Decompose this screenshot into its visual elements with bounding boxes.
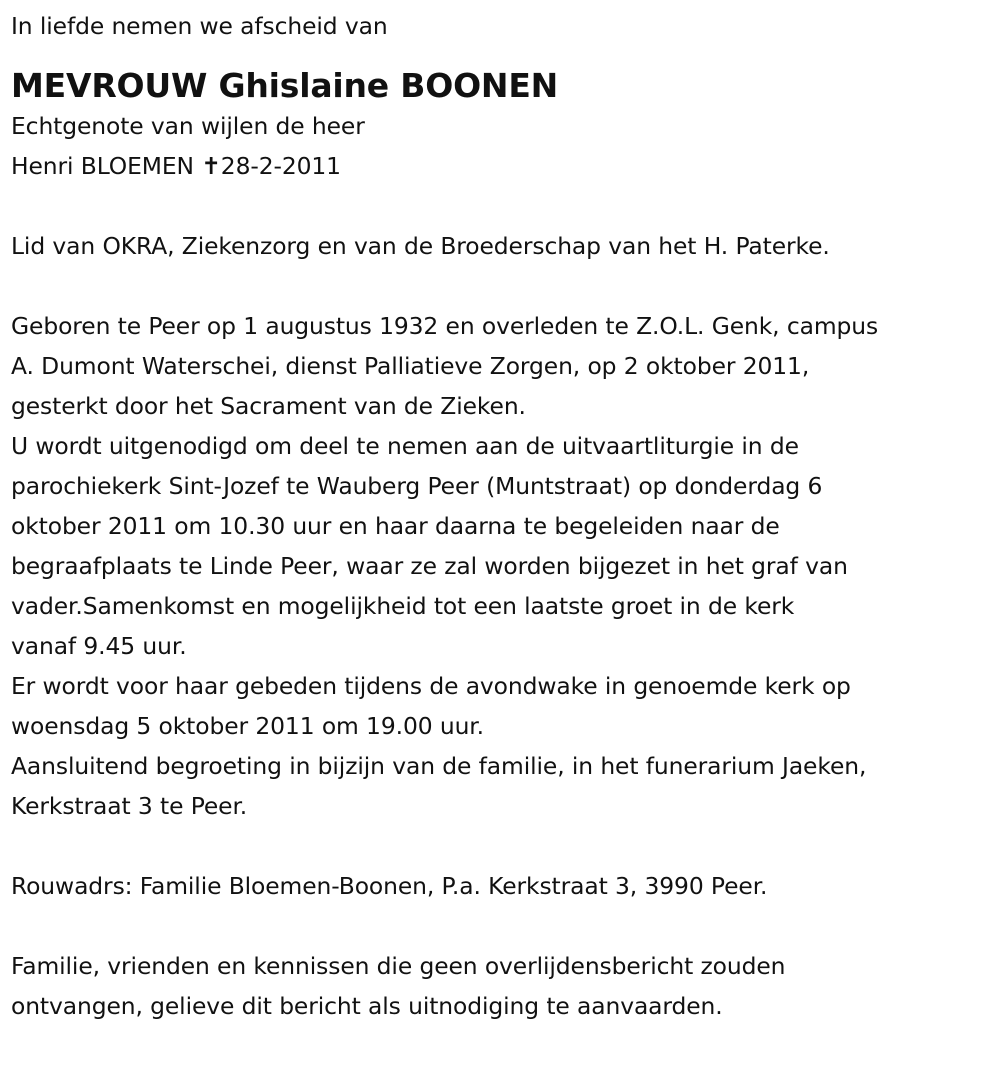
body-line: Aansluitend begroeting in bijzijn van de familie, in het funerarium Jaeken, [11, 752, 867, 780]
body-line: U wordt uitgenodigd om deel te nemen aan de uitvaartliturgie in de [11, 432, 799, 460]
spouse-detail [11, 146, 996, 186]
closing-line: Familie, vrienden en kennissen die geen overlijdensbericht zouden [11, 952, 786, 980]
body-line: Kerkstraat 3 te Peer. [11, 792, 248, 820]
mourning-address: Rouwadrs: Familie Bloemen-Boonen, P.a. Kerkstraat 3, 3990 Peer. [11, 872, 768, 900]
obituary-notice [11, 6, 996, 1026]
spouse-line: Echtgenote van wijlen de heer [11, 112, 365, 140]
funeral-details [11, 306, 996, 826]
body-line: begraafplaats te Linde Peer, waar ze zal worden bijgezet in het graf van [11, 552, 848, 580]
body-line: vader.Samenkomst en mogelijkheid tot een laatste groet in de kerk [11, 592, 795, 620]
spacer [11, 906, 996, 946]
closing-line: ontvangen, gelieve dit bericht als uitnodiging te aanvaarden. [11, 992, 723, 1020]
cross-icon: ✝ [201, 152, 221, 180]
body-line: vanaf 9.45 uur. [11, 632, 187, 660]
closing-note [11, 946, 996, 1026]
body-line: oktober 2011 om 10.30 uur en haar daarna te begeleiden naar de [11, 512, 780, 540]
spacer [11, 826, 996, 866]
body-line: Er wordt voor haar gebeden tijdens de avondwake in genoemde kerk op [11, 672, 851, 700]
body-line: A. Dumont Waterschei, dienst Palliatieve Zorgen, op 2 oktober 2011, [11, 352, 810, 380]
spacer [11, 266, 996, 306]
deceased-name: MEVROUW Ghislaine BOONEN [11, 66, 559, 105]
spouse-name: Henri BLOEMEN [11, 152, 194, 180]
body-line: gesterkt door het Sacrament van de Zieken. [11, 392, 526, 420]
body-line: woensdag 5 oktober 2011 om 19.00 uur. [11, 712, 484, 740]
body-line: parochiekerk Sint-Jozef te Wauberg Peer (Muntstraat) op donderdag 6 [11, 472, 823, 500]
intro-text: In liefde nemen we afscheid van [11, 12, 388, 40]
membership-text: Lid van OKRA, Ziekenzorg en van de Broederschap van het H. Paterke. [11, 232, 830, 260]
spouse-death-date: 28-2-2011 [220, 152, 341, 180]
spacer [11, 186, 996, 226]
body-line: Geboren te Peer op 1 augustus 1932 en overleden te Z.O.L. Genk, campus [11, 312, 879, 340]
